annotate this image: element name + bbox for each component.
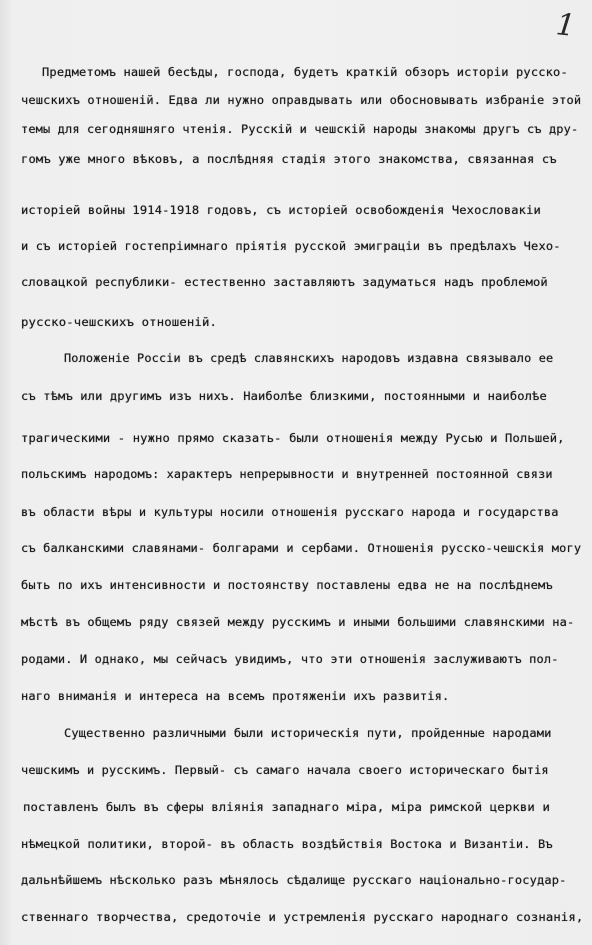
text-line: съ балканскими славянами- болгарами и сербами. Отношенія русско-чешскія могу: [21, 542, 582, 555]
text-line: чешскихъ отношеній. Едва ли нужно оправдывать или обосновывать избраніе этой: [21, 94, 582, 107]
text-line: наго вниманія и интереса на всемъ протяженіи ихъ развитія.: [21, 690, 450, 703]
text-line: родами. И однако, мы сейчасъ увидимъ, что эти отношенія заслуживаютъ пол-: [21, 653, 559, 666]
text-line: гомъ уже много вѣковъ, а послѣдняя стадія этого знакомства, связанная съ: [21, 153, 557, 166]
text-line: чешскимъ и русскимъ. Первый- съ самаго начала своего историческаго бытія: [21, 764, 549, 777]
text-line: и съ исторіей гостепріимнаго пріятія русской эмиграціи въ предѣлахъ Чехо-: [21, 240, 561, 253]
text-line: быть по ихъ интенсивности и постоянству поставлены едва не на послѣднемъ: [21, 579, 553, 592]
text-line: дальнѣйшемъ нѣсколько разъ мѣнялось сѣдалище русскаго національно-государ-: [21, 874, 567, 887]
page-number: 1: [554, 7, 577, 44]
text-line: мѣстѣ въ общемъ ряду связей между русскимъ и иными большими славянскими на-: [21, 616, 575, 629]
text-line: темы для сегодняшняго чтенія. Русскій и чешскій народы знакомы другъ съ дру-: [21, 123, 579, 136]
text-line: съ тѣмъ или другимъ изъ нихъ. Наиболѣе близкими, постоянными и наиболѣе: [21, 390, 547, 403]
text-line: въ области вѣры и культуры носили отношенія русскаго народа и государства: [21, 506, 559, 519]
text-line: русско-чешскихъ отношеній.: [21, 316, 218, 329]
text-line: Существенно различными были историческія пути, пройденные народами: [64, 727, 552, 740]
text-line: польскимъ народомъ: характеръ непрерывности и внутренней постоянной связи: [21, 468, 553, 481]
text-line: ственнаго творчества, средоточіе и устремленія русскаго народнаго сознанія,: [21, 911, 584, 924]
text-line: поставленъ былъ въ сферы вліянія западнаго міра, міра римской церкви и: [23, 801, 551, 814]
text-line: Предметомъ нашей бесѣды, господа, будетъ краткій обзоръ исторіи русско-: [42, 66, 568, 79]
text-line: трагическими - нужно прямо сказать- были отношенія между Русью и Польшей,: [21, 432, 565, 445]
text-line: Положеніе Россіи въ средѣ славянскихъ народовъ издавна связывало ее: [64, 352, 554, 365]
text-line: словацкой республики- естественно заставляютъ задуматься надъ проблемой: [21, 276, 548, 289]
text-line: нѣмецкой политики, второй- въ область воздѣйствія Востока и Византіи. Въ: [21, 838, 553, 851]
text-line: исторіей войны 1914-1918 годовъ, съ исторіей освобожденія Чехословакіи: [21, 204, 541, 217]
